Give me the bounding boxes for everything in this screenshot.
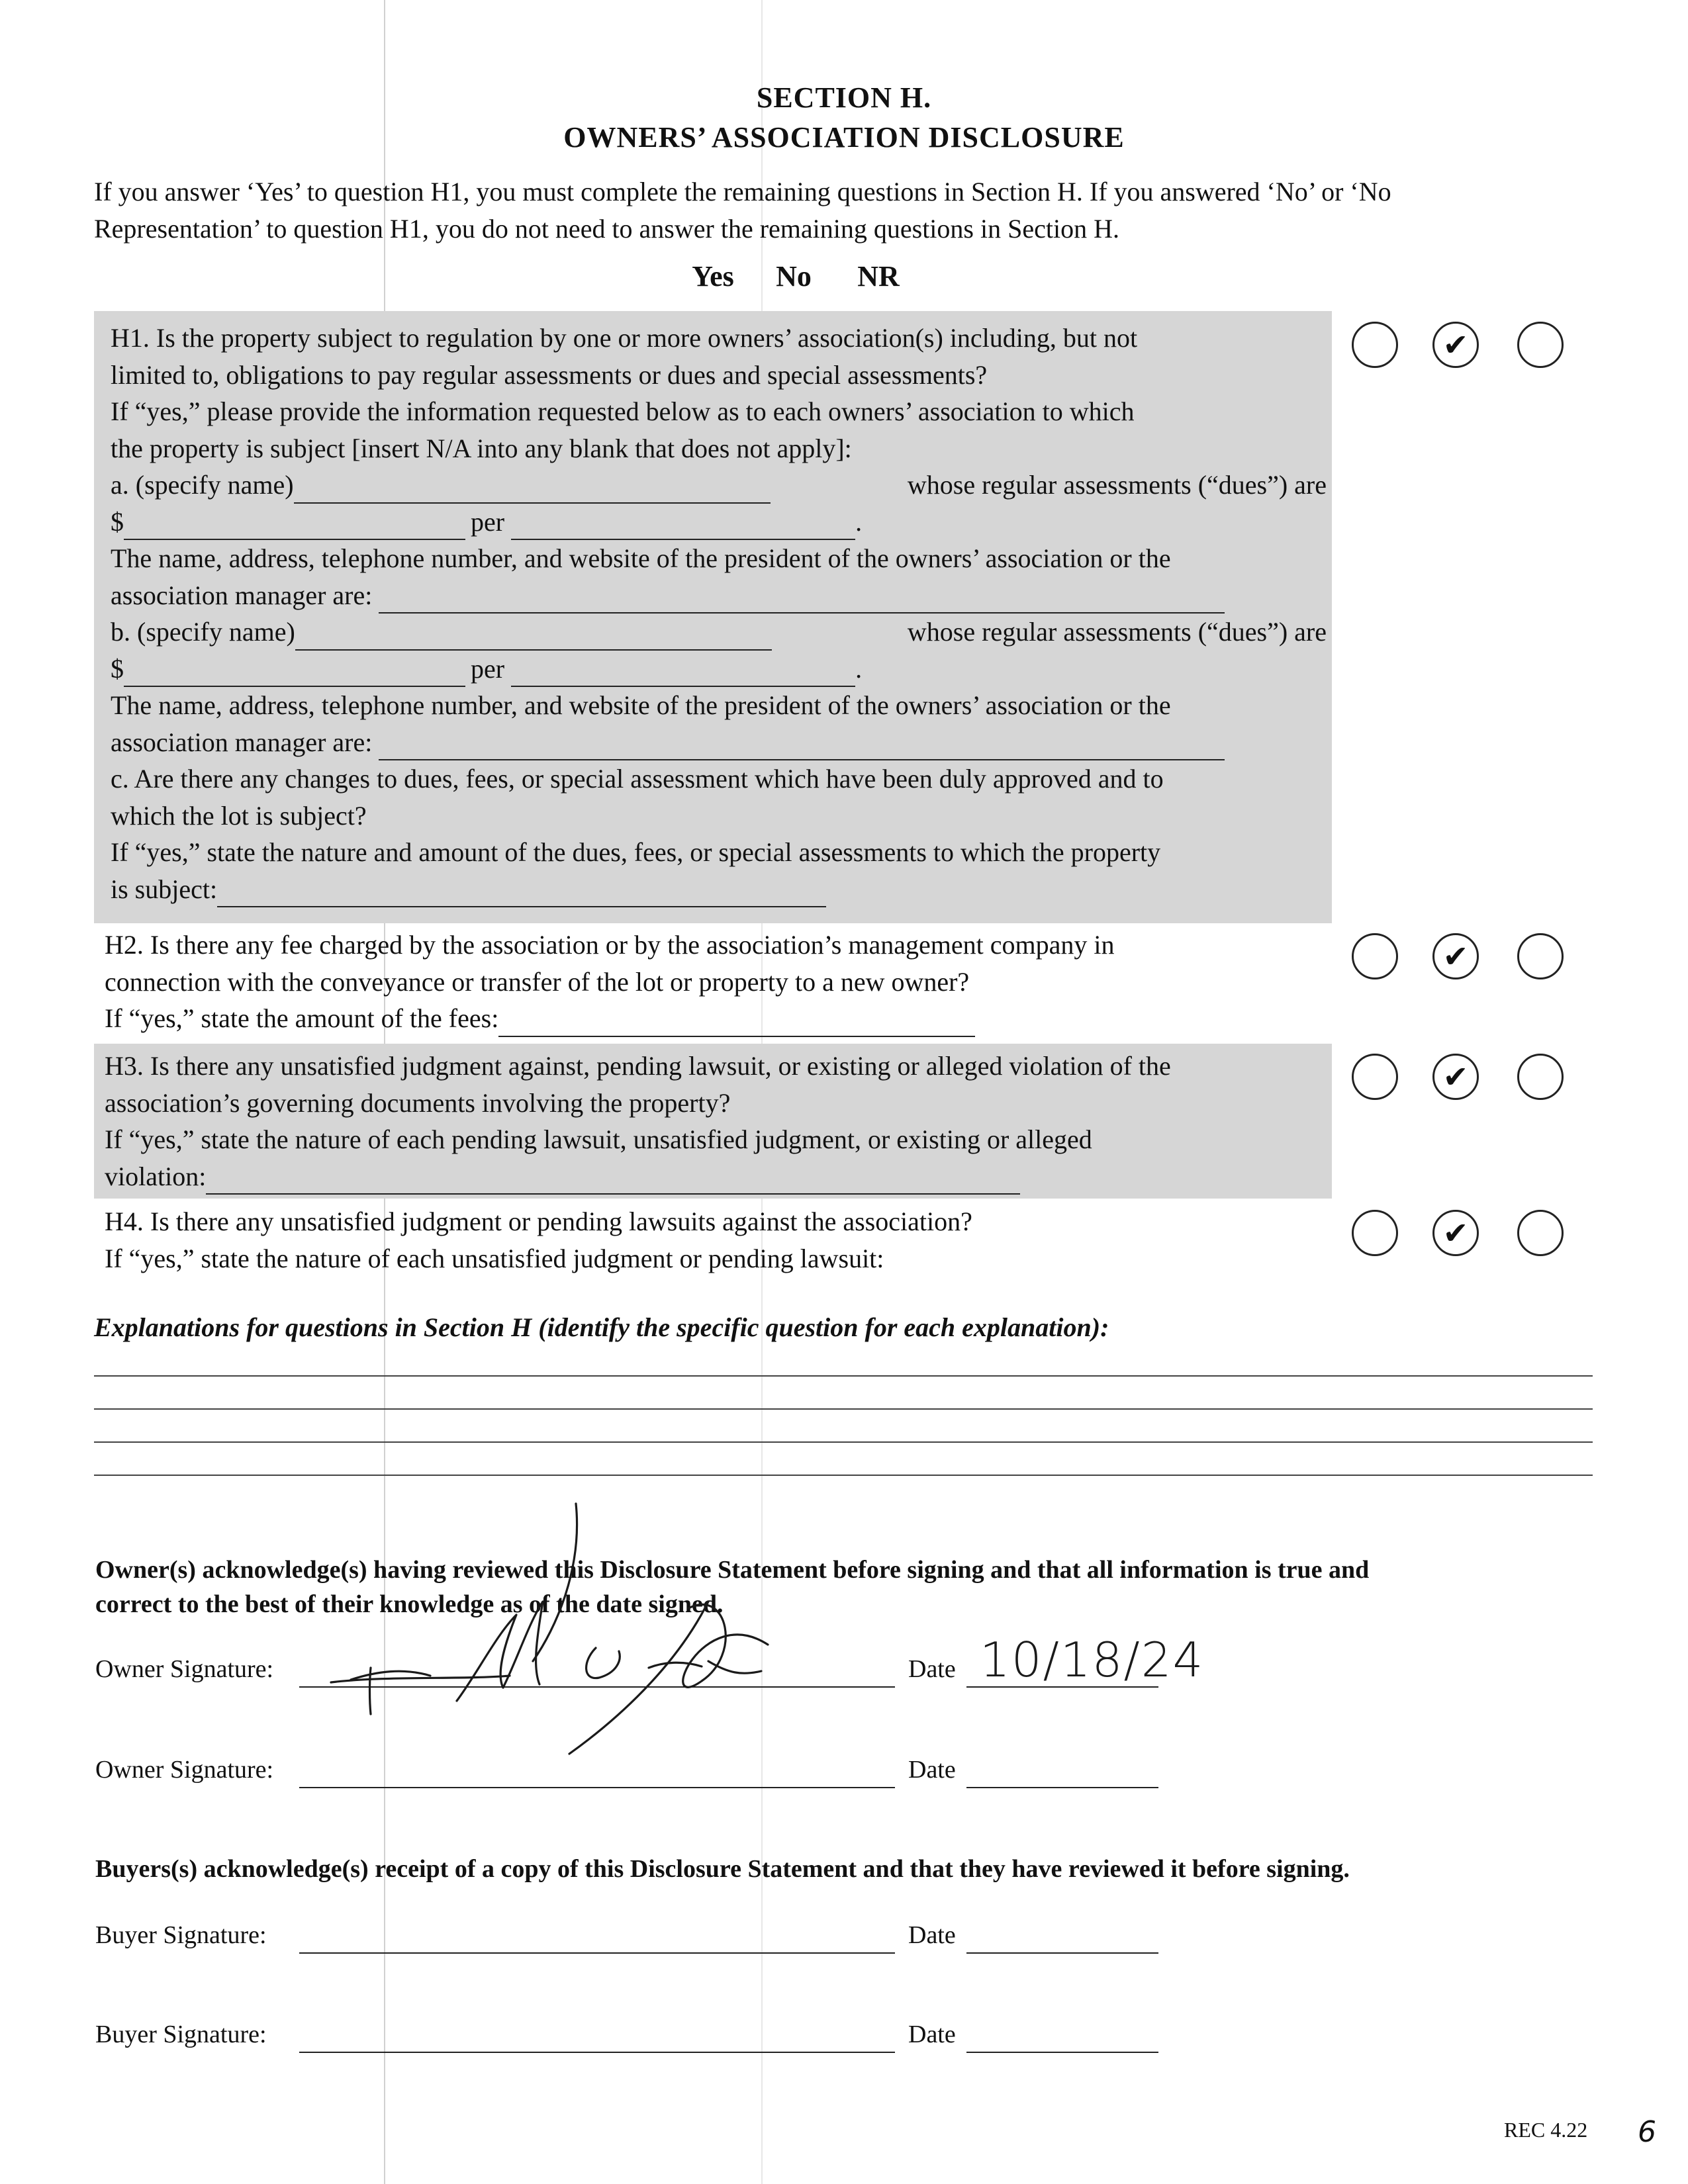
check-mark-icon: ✔ [1442,938,1469,974]
association-b-name-field[interactable] [295,627,772,651]
explanation-line[interactable] [94,1441,1593,1443]
association-b-dues-label: whose regular assessments (“dues”) are [907,617,1327,647]
check-mark-icon: ✔ [1442,327,1469,363]
h2-nr-radio[interactable] [1517,933,1564,979]
h3-no-radio[interactable] [1432,1054,1479,1100]
h3-yes-radio[interactable] [1352,1054,1398,1100]
association-a-dues-label: whose regular assessments (“dues”) are [907,470,1327,500]
h4-nr-radio[interactable] [1517,1210,1564,1256]
h1-nr-radio[interactable] [1517,322,1564,368]
fee-amount-label: If “yes,” state the amount of the fees: [105,1003,499,1033]
association-a-president-row [111,577,1327,614]
special-assessment-field[interactable] [217,884,826,907]
check-mark-icon: ✔ [1442,1215,1469,1251]
question-text: H4. Is there any unsatisfied judgment or pending lawsuits against the association? [105,1206,972,1236]
h4-no-radio[interactable] [1432,1210,1479,1256]
association-b-dues-row: $ per . [111,651,1327,688]
association-b-dues-amount-field[interactable] [124,663,465,687]
owner-signature-label: Owner Signature: [95,1655,274,1683]
fee-amount-field[interactable] [498,1013,975,1037]
column-header-nr: NR [857,260,900,293]
check-mark-icon: ✔ [1442,1059,1469,1095]
violation-label: violation: [105,1161,207,1191]
question-text: which the lot is subject? [111,800,367,831]
intro-paragraph [94,173,1597,248]
association-b-label: b. (specify name) [111,617,295,647]
owner-date-value: 10/18/24 [980,1632,1205,1688]
explanations-heading: Explanations for questions in Section H (identify the specific question for each explanation): [94,1312,1109,1342]
buyer-signature-label: Buyer Signature: [95,2021,267,2048]
question-text: association’s governing documents involving the property? [105,1087,731,1118]
association-b-president-field[interactable] [379,737,1225,760]
association-a-dues-amount-field[interactable] [124,516,465,540]
section-title: OWNERS’ ASSOCIATION DISCLOSURE [563,121,1125,154]
buyer-signature-label: Buyer Signature: [95,1921,267,1949]
president-label: association manager are: [111,580,373,610]
violation-row [105,1158,1326,1195]
explanation-line[interactable] [94,1475,1593,1476]
h2-yes-radio[interactable] [1352,933,1398,979]
intro-line: Representation’ to question H1, you do not need to answer the remaining questions in Section H. [94,214,1119,244]
column-header-yes: Yes [692,260,734,293]
question-text: The name, address, telephone number, and website of the president of the owners’ association or the [111,690,1171,720]
question-text: If “yes,” please provide the information requested below as to each owners’ association to which [111,396,1135,426]
association-a-row [111,467,1327,504]
question-text: If “yes,” state the nature and amount of the dues, fees, or special assessments to which the property [111,837,1161,867]
handwritten-signature-image [305,1502,900,1780]
president-label: association manager are: [111,727,373,757]
question-h2 [105,927,1326,1037]
explanation-line[interactable] [94,1408,1593,1410]
date-label: Date [908,1921,956,1949]
question-text: If “yes,” state the nature of each pending lawsuit, unsatisfied judgment, or existing or alleged [105,1124,1092,1154]
buyer-signature-field[interactable] [299,1952,895,1954]
buyer-acknowledgment: Buyers(s) acknowledge(s) receipt of a copy of this Disclosure Statement and that they have reviewed it before signing. [95,1855,1350,1883]
association-b-row [111,614,1327,651]
fee-amount-row [105,1000,1326,1037]
violation-field[interactable] [206,1171,1020,1195]
question-h3 [105,1048,1326,1195]
owner-signature-field[interactable] [299,1787,895,1788]
question-text: c. Are there any changes to dues, fees, or special assessment which have been duly approved and to [111,764,1164,794]
date-label: Date [908,2021,956,2048]
section-heading: SECTION H. [756,81,932,114]
h1-no-radio[interactable] [1432,322,1479,368]
buyer-date-field[interactable] [966,2052,1158,2053]
question-text: H2. Is there any fee charged by the association or by the association’s management company in [105,930,1115,960]
column-header-no: No [776,260,812,293]
question-text: H3. Is there any unsatisfied judgment against, pending lawsuit, or existing or alleged violation of the [105,1051,1171,1081]
owner-signature-label: Owner Signature: [95,1756,274,1784]
h2-no-radio[interactable] [1432,933,1479,979]
date-label: Date [908,1756,956,1784]
handwritten-page-number: 6 [1638,2115,1656,2149]
association-a-label: a. (specify name) [111,470,294,500]
question-text: the property is subject [insert N/A into any blank that does not apply]: [111,433,852,463]
per-label: per [471,653,505,684]
question-text: The name, address, telephone number, and website of the president of the owners’ association or the [111,543,1171,573]
question-h1 [111,320,1327,907]
owner-ack-line: Owner(s) acknowledge(s) having reviewed this Disclosure Statement before signing and that all information is true and [95,1556,1370,1584]
per-label: per [471,506,505,537]
association-b-president-row [111,724,1327,761]
special-assessment-row [111,871,1327,908]
association-a-dues-row: $ per . [111,504,1327,541]
dollar-sign: $ [111,653,124,684]
explanation-line[interactable] [94,1375,1593,1377]
owner-date-field[interactable] [966,1787,1158,1788]
buyer-signature-field[interactable] [299,2052,895,2053]
question-text: connection with the conveyance or transfer of the lot or property to a new owner? [105,966,970,997]
owner-ack-line: correct to the best of their knowledge as of the date signed. [95,1590,724,1618]
question-text: H1. Is the property subject to regulation by one or more owners’ association(s) including, but not [111,323,1138,353]
buyer-date-field[interactable] [966,1952,1158,1954]
dollar-sign: $ [111,506,124,537]
intro-line: If you answer ‘Yes’ to question H1, you must complete the remaining questions in Section H. If you answered ‘No’ or ‘No [94,177,1391,206]
form-code: REC 4.22 [1504,2118,1588,2142]
question-text: If “yes,” state the nature of each unsatisfied judgment or pending lawsuit: [105,1243,884,1273]
association-a-name-field[interactable] [294,480,771,504]
h3-nr-radio[interactable] [1517,1054,1564,1100]
h1-yes-radio[interactable] [1352,322,1398,368]
association-a-dues-period-field[interactable] [511,516,855,540]
h4-yes-radio[interactable] [1352,1210,1398,1256]
question-text: limited to, obligations to pay regular assessments or dues and special assessments? [111,359,988,390]
association-b-dues-period-field[interactable] [511,663,855,687]
association-a-president-field[interactable] [379,590,1225,614]
date-label: Date [908,1655,956,1683]
special-assessment-label: is subject: [111,874,218,904]
question-h4 [105,1203,1326,1277]
